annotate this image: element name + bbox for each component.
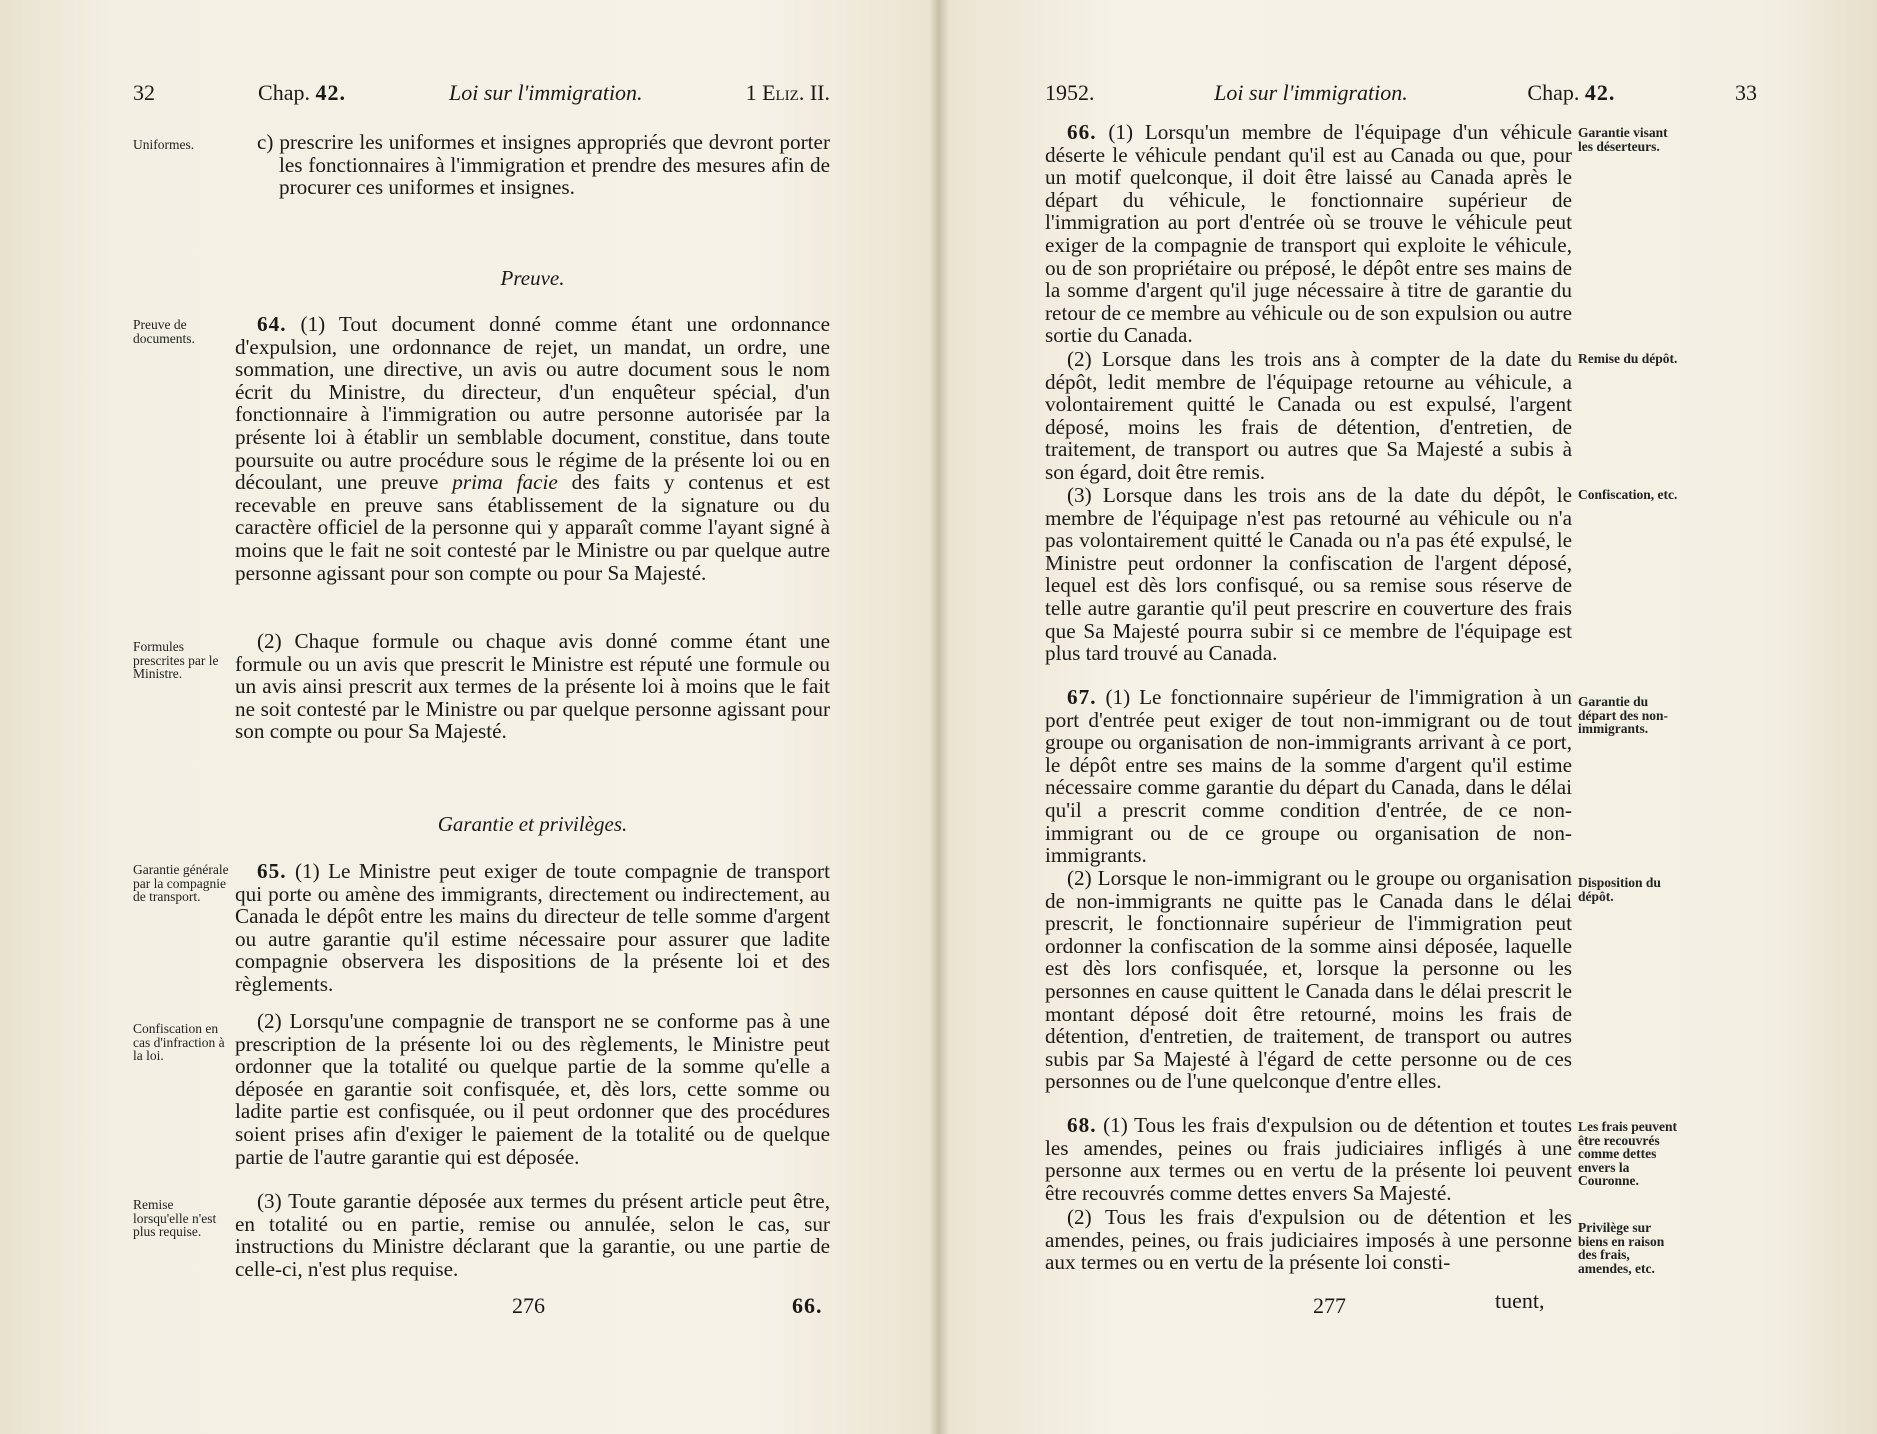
right-running-title: Loi sur l'immigration.: [1214, 80, 1408, 105]
left-folio: 276: [512, 1293, 545, 1318]
left-page-number: 32: [133, 80, 155, 105]
section-67-2: (2) Lorsque le non-immigrant ou le groupe ou organisation de non-immigrants ne quitte pas le Canada dans le délai prescrit, le fonctionnaire supérieur de l'immigration peut ordonner la confiscation de la somme ainsi déposée, laquelle est dès lors confisquée, et, lorsque la personne ou les personnes en cause quittent le Canada dans le délai prescrit le montant déposé doit être retourné, moins les frais de détention, d'entretien, de traitement, de transport ou autres subis par Sa Majesté à l'égard de cette personne ou de ces personnes ou de l'une quelconque d'entre elles.: [1045, 866, 1572, 1094]
section-68-2: (2) Tous les frais d'expulsion ou de détention et les amendes, peines, ou frais judiciaires imposés à une personne aux termes ou en vertu de la présente loi consti-: [1045, 1205, 1572, 1275]
sidenote-garantie-generale: Garantie générale par la compagnie de transport.: [133, 862, 229, 904]
sidenote-preuve: Preuve de documents.: [133, 317, 195, 346]
left-running-head: [133, 80, 830, 106]
sidenote-remise: Remise lorsqu'elle n'est plus requise.: [133, 1197, 217, 1239]
section-66-3: (3) Lorsque dans les trois ans de la date du dépôt, le membre de l'équipage n'est pas retourné au véhicule ou n'a pas volontairement quitté le Canada ou n'a pas été expulsé, le Ministre peut ordonner la confiscation de l'argent déposé, lequel est dès lors confisqué, ou sa remise sous réserve de telle autre garantie qu'il peut prescrire en couverture des frais que Sa Majesté pourra subir si ce membre de l'équipage est plus tard trouvé au Canada.: [1045, 483, 1572, 666]
left-running-title: Loi sur l'immigration.: [448, 80, 643, 105]
right-year: 1952.: [1045, 80, 1095, 105]
left-chapter: Chap. 42.: [258, 80, 346, 105]
heading-garantie: Garantie et privilèges.: [437, 812, 628, 836]
section-66-2: (2) Lorsque dans les trois ans à compter de la date du dépôt, ledit membre de l'équipage retourne au véhicule, a volontairement quitté le Canada ou est expulsé, l'argent déposé, moins les frais de détention, d'entretien, de traitement, de transport ou autres que Sa Majesté a subis à son égard, doit être remis.: [1045, 347, 1572, 484]
right-running-head: [1045, 80, 1757, 106]
sidenote-uniformes: Uniformes.: [133, 137, 195, 152]
section-65-2: (2) Lorsqu'une compagnie de transport ne se conforme pas à une prescription de la présente loi ou des règlements, le Ministre peut ordonner que la totalité ou quelque partie de la somme qu'elle a déposée en garantie soit confisquée, et, dès lors, cette somme ou ladite partie est confisquée, ou il peut ordonner que des procédures soient prises afin d'exiger le paiement de la totalité ou de quelque partie de l'autre garantie qui est déposée.: [235, 1009, 830, 1169]
sidenote-confiscation-etc: Confiscation, etc.: [1578, 487, 1678, 502]
regnal-year: 1 Eliz. II.: [745, 80, 830, 105]
right-page: [930, 0, 1877, 1434]
left-catchword: 66.: [792, 1293, 823, 1318]
section-67-1: 67. (1) Le fonctionnaire supérieur de l'immigration à un port d'entrée peut exiger de tout non-immigrant ou de tout groupe ou organisation de non-immigrants arrivant à ce port, le dépôt entre ses mains de la somme d'argent qu'il estime nécessaire comme garantie du départ du Canada, dans le délai qu'il a prescrit comme condition d'entrée, de ce non-immigrant ou de ce groupe ou organisation de non-immigrants.: [1045, 685, 1572, 868]
right-folio: 277: [1313, 1293, 1346, 1318]
right-page-number: 33: [1735, 80, 1757, 105]
sidenote-privilege: Privilège sur biens en raison des frais, amendes, etc.: [1578, 1220, 1665, 1276]
section-65-1: 65. (1) Le Ministre peut exiger de toute compagnie de transport qui porte ou amène des immigrants, directement ou indirectement, au Canada le dépôt entre les mains du directeur de telle somme d'argent ou autre garantie qu'il estime nécessaire pour assurer que ladite compagnie observera les dispositions de la présente loi et des règlements.: [235, 859, 830, 996]
clause-c: c) prescrire les uniformes et insignes appropriés que devront porter les fonctionnaires à l'immigration et prendre des mesures afin de procurer ces uniformes et insignes.: [257, 130, 830, 200]
section-64-2: (2) Chaque formule ou chaque avis donné comme étant une formule ou un avis que prescrit le Ministre est réputé une formule ou un avis ainsi prescrit aux termes de la présente loi à moins que le fait ne soit contesté par le Ministre ou par quelque personne agissant pour son compte ou pour Sa Majesté.: [235, 629, 830, 744]
left-page: [0, 0, 930, 1434]
section-66-1: 66. (1) Lorsqu'un membre de l'équipage d'un véhicule déserte le véhicule pendant qu'il est au Canada ou que, pour un motif quelconque, il doit être laissé au Canada après le départ du véhicule, le fonctionnaire supérieur de l'immigration au port d'entrée où se trouve le véhicule peut exiger de la compagnie de transport qui exploite le véhicule, ou de son propriétaire ou préposé, le dépôt entre ses mains de la somme d'argent qu'il juge nécessaire à titre de garantie du retour de ce membre au véhicule ou de son expulsion ou autre sortie du Canada.: [1045, 120, 1572, 348]
section-65-3: (3) Toute garantie déposée aux termes du présent article peut être, en totalité ou en partie, remise ou annulée, selon le cas, sur instructions du Ministre déclarant que la garantie, ou une partie de celle-ci, n'est plus requise.: [235, 1189, 830, 1281]
section-64-1: 64. (1) Tout document donné comme étant une ordonnance d'expulsion, une ordonnance de rejet, un mandat, un ordre, une sommation, une directive, un avis ou autre document sous le nom écrit du Ministre, du directeur, d'un enquêteur spécial, d'un fonctionnaire à l'immigration ou autre personne autorisée par la présente loi à établir un semblable document, constitue, dans toute poursuite ou autre procédure sous le régime de la présente loi ou en découlant, une preuve prima facie des faits y contenus et est recevable en preuve sans établissement de la signature ou du caractère officiel de la personne qui y apparaît comme l'ayant signé à moins que le fait ne soit contesté par le Ministre ou par quelque autre personne agissant pour son compte ou pour Sa Majesté.: [235, 312, 830, 585]
sidenote-disposition: Disposition du dépôt.: [1578, 875, 1661, 904]
sidenote-confiscation: Confiscation en cas d'infraction à la loi.: [133, 1021, 225, 1063]
sidenote-deserteurs: Garantie visant les déserteurs.: [1578, 125, 1668, 154]
right-chapter: Chap. 42.: [1527, 80, 1616, 105]
sidenote-frais: Les frais peuvent être recouvrés comme dettes envers la Couronne.: [1578, 1119, 1677, 1188]
sidenote-depart: Garantie du départ des non-immigrants.: [1578, 694, 1669, 736]
sidenote-remise-depot: Remise du dépôt.: [1578, 351, 1678, 366]
sidenote-formules: Formules prescrites par le Ministre.: [133, 639, 219, 681]
heading-preuve: Preuve.: [500, 266, 565, 290]
right-catchword: tuent,: [1495, 1288, 1545, 1313]
section-68-1: 68. (1) Tous les frais d'expulsion ou de détention et toutes les amendes, peines ou frais judiciaires infligés à une personne aux termes ou en vertu de la présente loi peuvent être recouvrés comme dettes envers Sa Majesté.: [1045, 1113, 1572, 1205]
